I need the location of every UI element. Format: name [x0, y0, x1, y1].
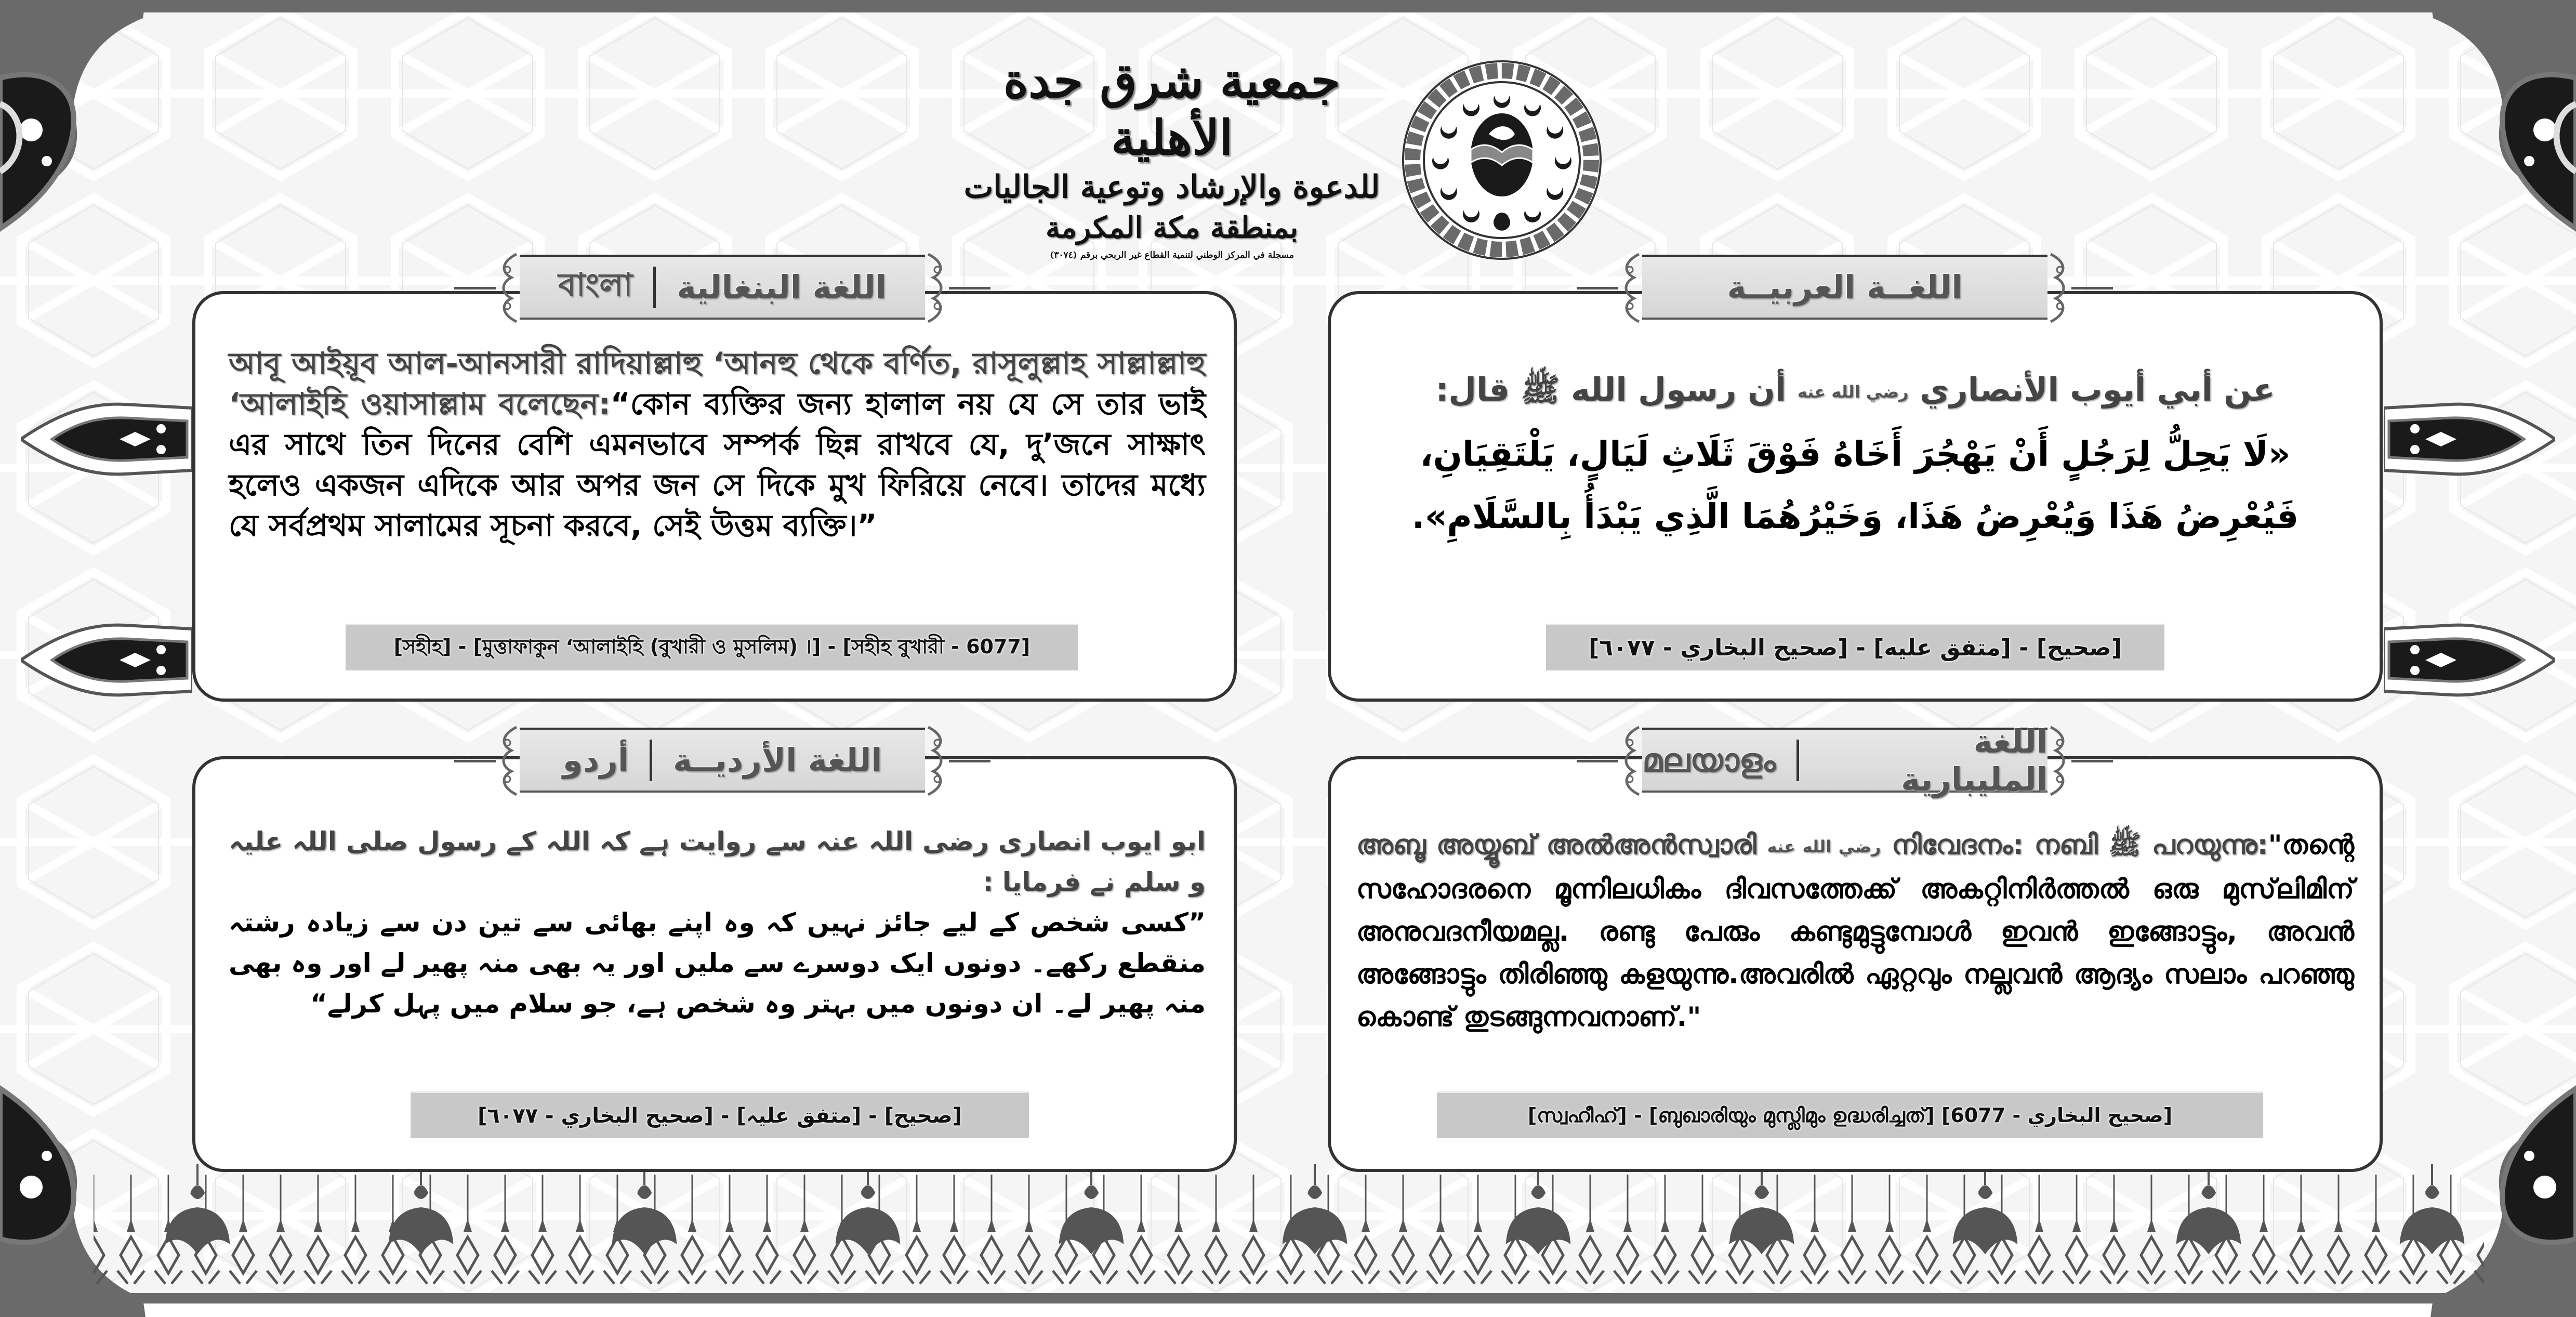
salallahu-alayhi-wasallam-icon: ﷺ [1521, 371, 1560, 409]
side-ornament-left-lower [21, 621, 192, 699]
urdu-hadith-text [229, 821, 1206, 1024]
radiallahu-anhu-icon: رضي الله عنه [1767, 837, 1881, 857]
tab-arrow-left [1577, 760, 1618, 762]
scroll-ornament-icon [496, 725, 520, 797]
corner-ornament-top-right [2420, 0, 2576, 260]
scroll-ornament-icon [1618, 725, 1642, 797]
radiallahu-anhu-icon: رضي الله عنه [1797, 381, 1909, 402]
language-name-arabic: اللغة المليبارية [1901, 722, 2047, 798]
bottom-ornamental-border [0, 1164, 2576, 1294]
language-name-native: أردو [562, 741, 629, 779]
malayalam-hadith-text [1356, 824, 2354, 1038]
arabic-narrator-name: عن أبي أيوب الأنصاري [1920, 371, 2275, 409]
language-name-arabic: اللغة الأرديــة [673, 741, 882, 779]
arabic-source-reference: [صحيح] - [متفق عليه] - [صحيح البخاري - ٦٠٧٧] [1546, 624, 2164, 670]
urdu-hadith: ”کسی شخص کے لیے جائز نہیں کہ وہ اپنے بھائی سے تین دن سے زیادہ رشتہ منقطع رکھے۔ دونوں ایک دوسرے سے ملیں اور یہ بھی منہ پھیر لے اور وہ بھی منہ پھیر لے۔ ان دونوں میں بہتر وہ شخص ہے، جو سلام میں پہل کرلے“ [229, 907, 1206, 1019]
malayalam-narrator-prophet: നിവേദനം: നബി [1892, 829, 2098, 861]
urdu-narrator: ابو ایوب انصاری رضی اللہ عنہ سے روایت ہے کہ اللہ کے رسول صلی اللہ علیہ و سلم نے فرمایا : [229, 826, 1206, 897]
scroll-ornament-icon [496, 252, 520, 324]
arabic-narrator-prophet: أن رسول الله [1571, 371, 1787, 409]
malayalam-narrator-said: പറയുന്നു: [2151, 829, 2268, 861]
bengali-panel-title [520, 255, 925, 320]
urdu-panel-title [520, 728, 925, 793]
scroll-ornament-icon [2047, 252, 2071, 324]
bengali-hadith-text [229, 343, 1206, 546]
language-name-native: বাংলা [558, 266, 633, 304]
malayalam-hadith: "തന്റെ സഹോദരനെ മൂന്നിലധികം ദിവസത്തേക്ക് അകറ്റിനിർത്തൽ ഒരു മുസ്‌ലിമിന് അനുവദനീയമല്ല. രണ്ടു പേരും കണ്ടുമുട്ടുമ്പോൾ ഇവൻ ഇങ്ങോട്ടും, അവൻ അങ്ങോട്ടും തിരിഞ്ഞു കളയുന്നു.അവരിൽ ഏറ്റവും നല്ലവൻ ആദ്യം സലാം പറഞ്ഞു കൊണ്ട് തുടങ്ങുന്നവനാണ്." [1356, 829, 2354, 1033]
scroll-ornament-icon [925, 725, 949, 797]
tab-arrow-left [454, 287, 496, 289]
language-name-arabic: اللغــة العربيــة [1727, 268, 1963, 306]
bengali-hadith: “কোন ব্যক্তির জন্য হালাল নয় যে সে তার ভাই এর সাথে তিন দিনের বেশি এমনভাবে সম্পর্ক ছিন্ন রাখবে যে, দু’জনে সাক্ষাৎ হলেও একজন এদিকে আর অপর জন সে দিকে মুখ ফিরিয়ে নেবে। তাদের মধ্যে যে সর্বপ্রথম সালামের সূচনা করবে, সেই উত্তম ব্যক্তি।” [229, 386, 1206, 543]
malayalam-narrator-name: അബൂ അയ്യൂബ് അൽഅൻസ്വാരി [1356, 829, 1756, 861]
arabic-narrator [1356, 359, 2354, 423]
title-separator [653, 267, 656, 308]
side-ornament-right-upper [2384, 400, 2555, 478]
organization-region: بمنطقة مكة المكرمة [1046, 210, 1298, 245]
tab-arrow-left [454, 760, 496, 762]
tab-arrow-right [949, 287, 990, 289]
arabic-hadith-text [1356, 359, 2354, 548]
language-name-arabic: اللغة البنغالية [677, 268, 887, 306]
tab-arrow-right [949, 760, 990, 762]
top-frame-bar [0, 0, 2576, 12]
malayalam-panel-title [1642, 722, 2047, 798]
scroll-ornament-icon [1618, 252, 1642, 324]
urdu-source-reference: [صحیح] - [متفق علیہ] - [صحيح البخاري - ٦٠٧٧] [411, 1091, 1029, 1138]
arabic-panel-title [1642, 255, 2047, 320]
globe-book-crescents-emblem-icon [1398, 56, 1606, 264]
title-separator [650, 740, 652, 781]
bottom-margin [0, 1303, 2576, 1317]
malayalam-source-reference: [സ്വഹീഹ്] - [ബുഖാരിയും മുസ്ലിമും ഉദ്ധരിച്ചത്] [صحيح البخاري - 6077] [1437, 1091, 2263, 1138]
registration-note: مسجلة في المركز الوطني لتنمية القطاع غير الربحي برقم (٣٠٧٤) [1050, 250, 1294, 260]
scroll-ornament-icon [2047, 725, 2071, 797]
arabic-hadith: «لَا يَحِلُّ لِرَجُلٍ أَنْ يَهْجُرَ أَخَاهُ فَوْقَ ثَلَاثِ لَيَالٍ، يَلْتَقِيَانِ، فَيُعْرِضُ هَذَا وَيُعْرِضُ هَذَا، وَخَيْرُهُمَا الَّذِي يَبْدَأُ بِالسَّلَامِ». [1411, 433, 2299, 536]
organization-logo-text [951, 52, 1393, 263]
salallahu-alayhi-wasallam-icon: ﷺ [2108, 829, 2142, 861]
tab-arrow-right [2071, 760, 2113, 762]
language-name-native: മലയാളം [1642, 741, 1776, 779]
bengali-source-reference: [সহীহ] - [মুত্তাফাকুন ‘আলাইহি (বুখারী ও মুসলিম) ।] - [সহীহ বুখারী - 6077] [346, 624, 1078, 670]
tab-arrow-right [2071, 287, 2113, 289]
side-ornament-right-lower [2384, 621, 2555, 699]
corner-ornament-top-left [0, 0, 156, 260]
arabic-narrator-said: قال: [1435, 371, 1510, 409]
tab-arrow-left [1577, 287, 1618, 289]
organization-name: جمعية شرق جدة الأهلية [1003, 52, 1341, 166]
malayalam-narrator [1356, 829, 2268, 861]
bengali-narrator: আবূ আইয়ূব আল-আনসারী রাদিয়াল্লাহু ‘আনহু থেকে বর্ণিত, রাসূলুল্লাহ সাল্লাল্লাহু ‘আলাইহি ওয়াসাল্লাম বলেছেন: [229, 346, 1206, 422]
side-ornament-left-upper [21, 400, 192, 478]
title-separator [1796, 740, 1799, 781]
bottom-frame-bar [0, 1293, 2576, 1303]
organization-subtitle: للدعوة والإرشاد وتوعية الجاليات [963, 169, 1380, 205]
scroll-ornament-icon [925, 252, 949, 324]
